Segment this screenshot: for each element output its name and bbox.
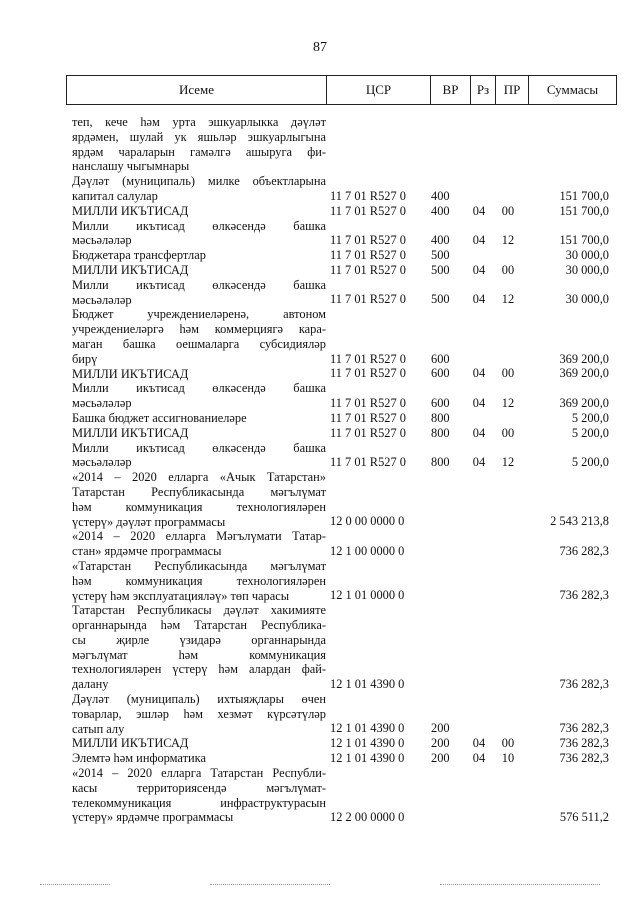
row-rz: 04 xyxy=(472,395,486,410)
row-name xyxy=(72,381,326,411)
row-csr: 11 7 01 R527 0 xyxy=(330,292,406,307)
row-vr: 600 xyxy=(431,366,450,381)
row-name-line: Милли икътисад өлкәсендә башка xyxy=(72,218,326,233)
row-name-line: «2014 – 2020 елларга Мәгълүмати Татар- xyxy=(72,529,326,544)
row-name-line: үстерү» дәүләт программасы xyxy=(72,514,226,529)
row-name xyxy=(72,204,326,219)
row-pr: 12 xyxy=(501,233,515,248)
table-row xyxy=(0,470,640,529)
row-vr: 800 xyxy=(431,410,450,425)
row-name xyxy=(72,278,326,308)
row-name-line: стан» ярдәмче программасы xyxy=(72,544,222,559)
row-sum: 736 282,3 xyxy=(559,588,609,603)
row-name-line: «2014 – 2020 елларга Татарстан Республи- xyxy=(72,766,326,781)
row-name xyxy=(72,115,326,174)
table-row xyxy=(0,278,640,308)
row-pr: 12 xyxy=(501,395,515,410)
row-name-line: органнарында һәм Татарстан Республика- xyxy=(72,618,326,633)
row-name xyxy=(72,411,326,426)
row-vr: 600 xyxy=(431,351,450,366)
row-name-line: Башка бюджет ассигнованиеләре xyxy=(72,410,247,425)
row-name-line: Бюджет учреждениеләренә, автоном xyxy=(72,307,326,322)
row-pr: 00 xyxy=(501,366,515,381)
row-vr: 500 xyxy=(431,262,450,277)
row-name-line: сатып алу xyxy=(72,721,125,736)
table-row xyxy=(0,441,640,471)
row-csr: 11 7 01 R527 0 xyxy=(330,247,406,262)
row-name-line: Милли икътисад өлкәсендә башка xyxy=(72,277,326,292)
row-name-line: МИЛЛИ ИКЪТИСАД xyxy=(72,262,189,277)
row-csr: 11 7 01 R527 0 xyxy=(330,188,406,203)
row-name-line: МИЛЛИ ИКЪТИСАД xyxy=(72,203,189,218)
row-name-line: Татарстан Республикасында мәгълүмат xyxy=(72,484,326,499)
table-row xyxy=(0,381,640,411)
row-sum: 369 200,0 xyxy=(559,395,609,410)
table-row xyxy=(0,307,640,366)
header-name: Исеме xyxy=(178,82,215,97)
row-sum: 576 511,2 xyxy=(559,810,609,825)
row-sum: 736 282,3 xyxy=(559,543,609,558)
row-name-line: һәм коммуникация технологияләрен xyxy=(72,499,326,514)
row-name xyxy=(72,248,326,263)
table-row xyxy=(0,219,640,249)
table-row xyxy=(0,204,640,219)
row-csr: 11 7 01 R527 0 xyxy=(330,366,406,381)
row-name-line: МИЛЛИ ИКЪТИСАД xyxy=(72,366,189,381)
row-rz: 04 xyxy=(472,366,486,381)
row-pr: 00 xyxy=(501,425,515,440)
row-csr: 12 1 01 4390 0 xyxy=(330,721,405,736)
row-csr: 11 7 01 R527 0 xyxy=(330,395,406,410)
row-csr: 12 1 01 4390 0 xyxy=(330,736,405,751)
row-name-line: Элемтә һәм информатика xyxy=(72,751,206,766)
row-name xyxy=(72,441,326,471)
row-sum: 30 000,0 xyxy=(565,247,609,262)
budget-table-body xyxy=(0,115,640,825)
row-name-line: маган башка оешмаларга субсидияләр xyxy=(72,336,326,351)
row-pr: 00 xyxy=(501,262,515,277)
row-name xyxy=(72,559,326,603)
row-rz: 04 xyxy=(472,262,486,277)
row-name xyxy=(72,307,326,366)
scan-noise xyxy=(210,884,330,886)
row-name xyxy=(72,367,326,382)
row-name-line: теп, кече һәм урта эшкуарлыкка дәүләт xyxy=(72,115,326,129)
table-row xyxy=(0,529,640,559)
row-sum: 151 700,0 xyxy=(559,188,609,203)
row-sum: 30 000,0 xyxy=(565,292,609,307)
row-csr: 12 1 01 0000 0 xyxy=(330,588,405,603)
row-name xyxy=(72,692,326,736)
row-name-line: технологияләрен үстерү һәм алардан фай- xyxy=(72,662,326,677)
row-sum: 369 200,0 xyxy=(559,351,609,366)
row-name-line: «Татарстан Республикасында мәгълүмат xyxy=(72,558,326,573)
table-row xyxy=(0,736,640,751)
row-pr: 10 xyxy=(501,751,515,766)
row-sum: 736 282,3 xyxy=(559,677,609,692)
row-name-line: МИЛЛИ ИКЪТИСАД xyxy=(72,425,189,440)
row-name-line: сы җирле үзидарә органнарында xyxy=(72,632,326,647)
row-vr: 800 xyxy=(431,455,450,470)
row-name xyxy=(72,426,326,441)
table-row xyxy=(0,766,640,825)
row-name-line: мәсьәләләр xyxy=(72,292,132,307)
table-row xyxy=(0,426,640,441)
row-name-line: үстерү һәм эксплуатацияләү» төп чарасы xyxy=(72,588,290,603)
row-name-line: һәм коммуникация технологияләрен xyxy=(72,573,326,588)
row-rz: 04 xyxy=(472,455,486,470)
row-name-line: капитал салулар xyxy=(72,188,158,203)
header-csr: ЦСР xyxy=(326,76,430,104)
row-sum: 736 282,3 xyxy=(559,751,609,766)
table-row xyxy=(0,174,640,204)
row-name-line: мәсьәләләр xyxy=(72,396,132,411)
table-row xyxy=(0,559,640,603)
table-row xyxy=(0,692,640,736)
table-header xyxy=(66,75,617,105)
row-name xyxy=(72,174,326,204)
row-name xyxy=(72,470,326,529)
row-name-line: Бюджетара трансфертлар xyxy=(72,248,206,263)
row-name-line: ярдәм чараларын гамәлгә ашыруга фи- xyxy=(72,144,326,159)
row-name-line: ярдәмен, шулай ук яшьләр эшкуарлыгына xyxy=(72,129,326,144)
row-name xyxy=(72,766,326,825)
row-rz: 04 xyxy=(472,233,486,248)
row-sum: 151 700,0 xyxy=(559,233,609,248)
table-row xyxy=(0,263,640,278)
table-row xyxy=(0,367,640,382)
row-name-line: учреждениеләргә һәм коммерциягә кара- xyxy=(72,322,326,337)
table-row xyxy=(0,248,640,263)
row-csr: 12 2 00 0000 0 xyxy=(330,810,405,825)
row-sum: 2 543 213,8 xyxy=(550,514,609,529)
scan-noise xyxy=(440,884,600,886)
row-name-line: Милли икътисад өлкәсендә башка xyxy=(72,381,326,396)
row-vr: 200 xyxy=(431,736,450,751)
row-pr: 00 xyxy=(501,736,515,751)
row-vr: 200 xyxy=(431,721,450,736)
header-sum: Суммасы xyxy=(528,76,616,104)
row-vr: 500 xyxy=(431,247,450,262)
row-pr: 12 xyxy=(501,292,515,307)
row-name xyxy=(72,751,326,766)
row-vr: 200 xyxy=(431,751,450,766)
table-row xyxy=(0,751,640,766)
row-pr: 00 xyxy=(501,203,515,218)
row-name-line: «2014 – 2020 елларга «Ачык Татарстан» xyxy=(72,470,326,485)
table-row xyxy=(0,115,640,174)
row-rz: 04 xyxy=(472,751,486,766)
row-name-line: касы территориясендә мәгълүмат- xyxy=(72,780,326,795)
row-rz: 04 xyxy=(472,736,486,751)
row-name-line: Татарстан Республикасы дәүләт хакимияте xyxy=(72,603,326,618)
row-vr: 400 xyxy=(431,233,450,248)
row-name-line: Дәүләт (муниципаль) ихтыяҗлары өчен xyxy=(72,692,326,707)
row-csr: 12 1 00 0000 0 xyxy=(330,543,405,558)
row-vr: 600 xyxy=(431,395,450,410)
row-sum: 5 200,0 xyxy=(571,455,609,470)
row-csr: 11 7 01 R527 0 xyxy=(330,262,406,277)
row-name-line: далану xyxy=(72,677,109,692)
row-name xyxy=(72,736,326,751)
row-name-line: бирү xyxy=(72,351,98,366)
row-name xyxy=(72,219,326,249)
row-csr: 11 7 01 R527 0 xyxy=(330,425,406,440)
row-name-line: МИЛЛИ ИКЪТИСАД xyxy=(72,736,189,751)
row-csr: 11 7 01 R527 0 xyxy=(330,233,406,248)
row-name xyxy=(72,529,326,559)
row-pr: 12 xyxy=(501,455,515,470)
row-name-line: нанслашу чыгымнары xyxy=(72,159,190,174)
row-csr: 11 7 01 R527 0 xyxy=(330,455,406,470)
header-rz: Рз xyxy=(470,76,495,104)
table-row xyxy=(0,603,640,692)
row-name-line: үстерү» ярдәмче программасы xyxy=(72,810,234,825)
header-vr: ВР xyxy=(430,76,470,104)
row-sum: 736 282,3 xyxy=(559,721,609,736)
row-name-line: Дәүләт (муниципаль) милке объектларына xyxy=(72,174,326,189)
row-sum: 5 200,0 xyxy=(571,425,609,440)
row-csr: 11 7 01 R527 0 xyxy=(330,351,406,366)
row-vr: 500 xyxy=(431,292,450,307)
row-sum: 30 000,0 xyxy=(565,262,609,277)
row-sum: 151 700,0 xyxy=(559,203,609,218)
row-name-line: телекоммуникация инфраструктурасын xyxy=(72,795,326,810)
row-name-line: Милли икътисад өлкәсендә башка xyxy=(72,440,326,455)
row-vr: 400 xyxy=(431,203,450,218)
row-sum: 5 200,0 xyxy=(571,410,609,425)
scan-noise xyxy=(40,884,110,886)
row-name-line: мәсьәләләр xyxy=(72,233,132,248)
row-vr: 800 xyxy=(431,425,450,440)
row-name xyxy=(72,603,326,692)
row-rz: 04 xyxy=(472,425,486,440)
row-name-line: мәгълүмат һәм коммуникация xyxy=(72,647,326,662)
table-row xyxy=(0,411,640,426)
row-rz: 04 xyxy=(472,203,486,218)
row-rz: 04 xyxy=(472,292,486,307)
row-csr: 12 0 00 0000 0 xyxy=(330,514,405,529)
row-sum: 736 282,3 xyxy=(559,736,609,751)
header-pr: ПР xyxy=(495,76,528,104)
row-csr: 11 7 01 R527 0 xyxy=(330,410,406,425)
row-name-line: товарлар, эшләр һәм хезмәт күрсәтүләр xyxy=(72,706,326,721)
row-vr: 400 xyxy=(431,188,450,203)
row-csr: 12 1 01 4390 0 xyxy=(330,677,405,692)
row-csr: 12 1 01 4390 0 xyxy=(330,751,405,766)
page-number: 87 xyxy=(313,40,327,55)
row-csr: 11 7 01 R527 0 xyxy=(330,203,406,218)
row-name-line: мәсьәләләр xyxy=(72,455,132,470)
row-name xyxy=(72,263,326,278)
row-sum: 369 200,0 xyxy=(559,366,609,381)
